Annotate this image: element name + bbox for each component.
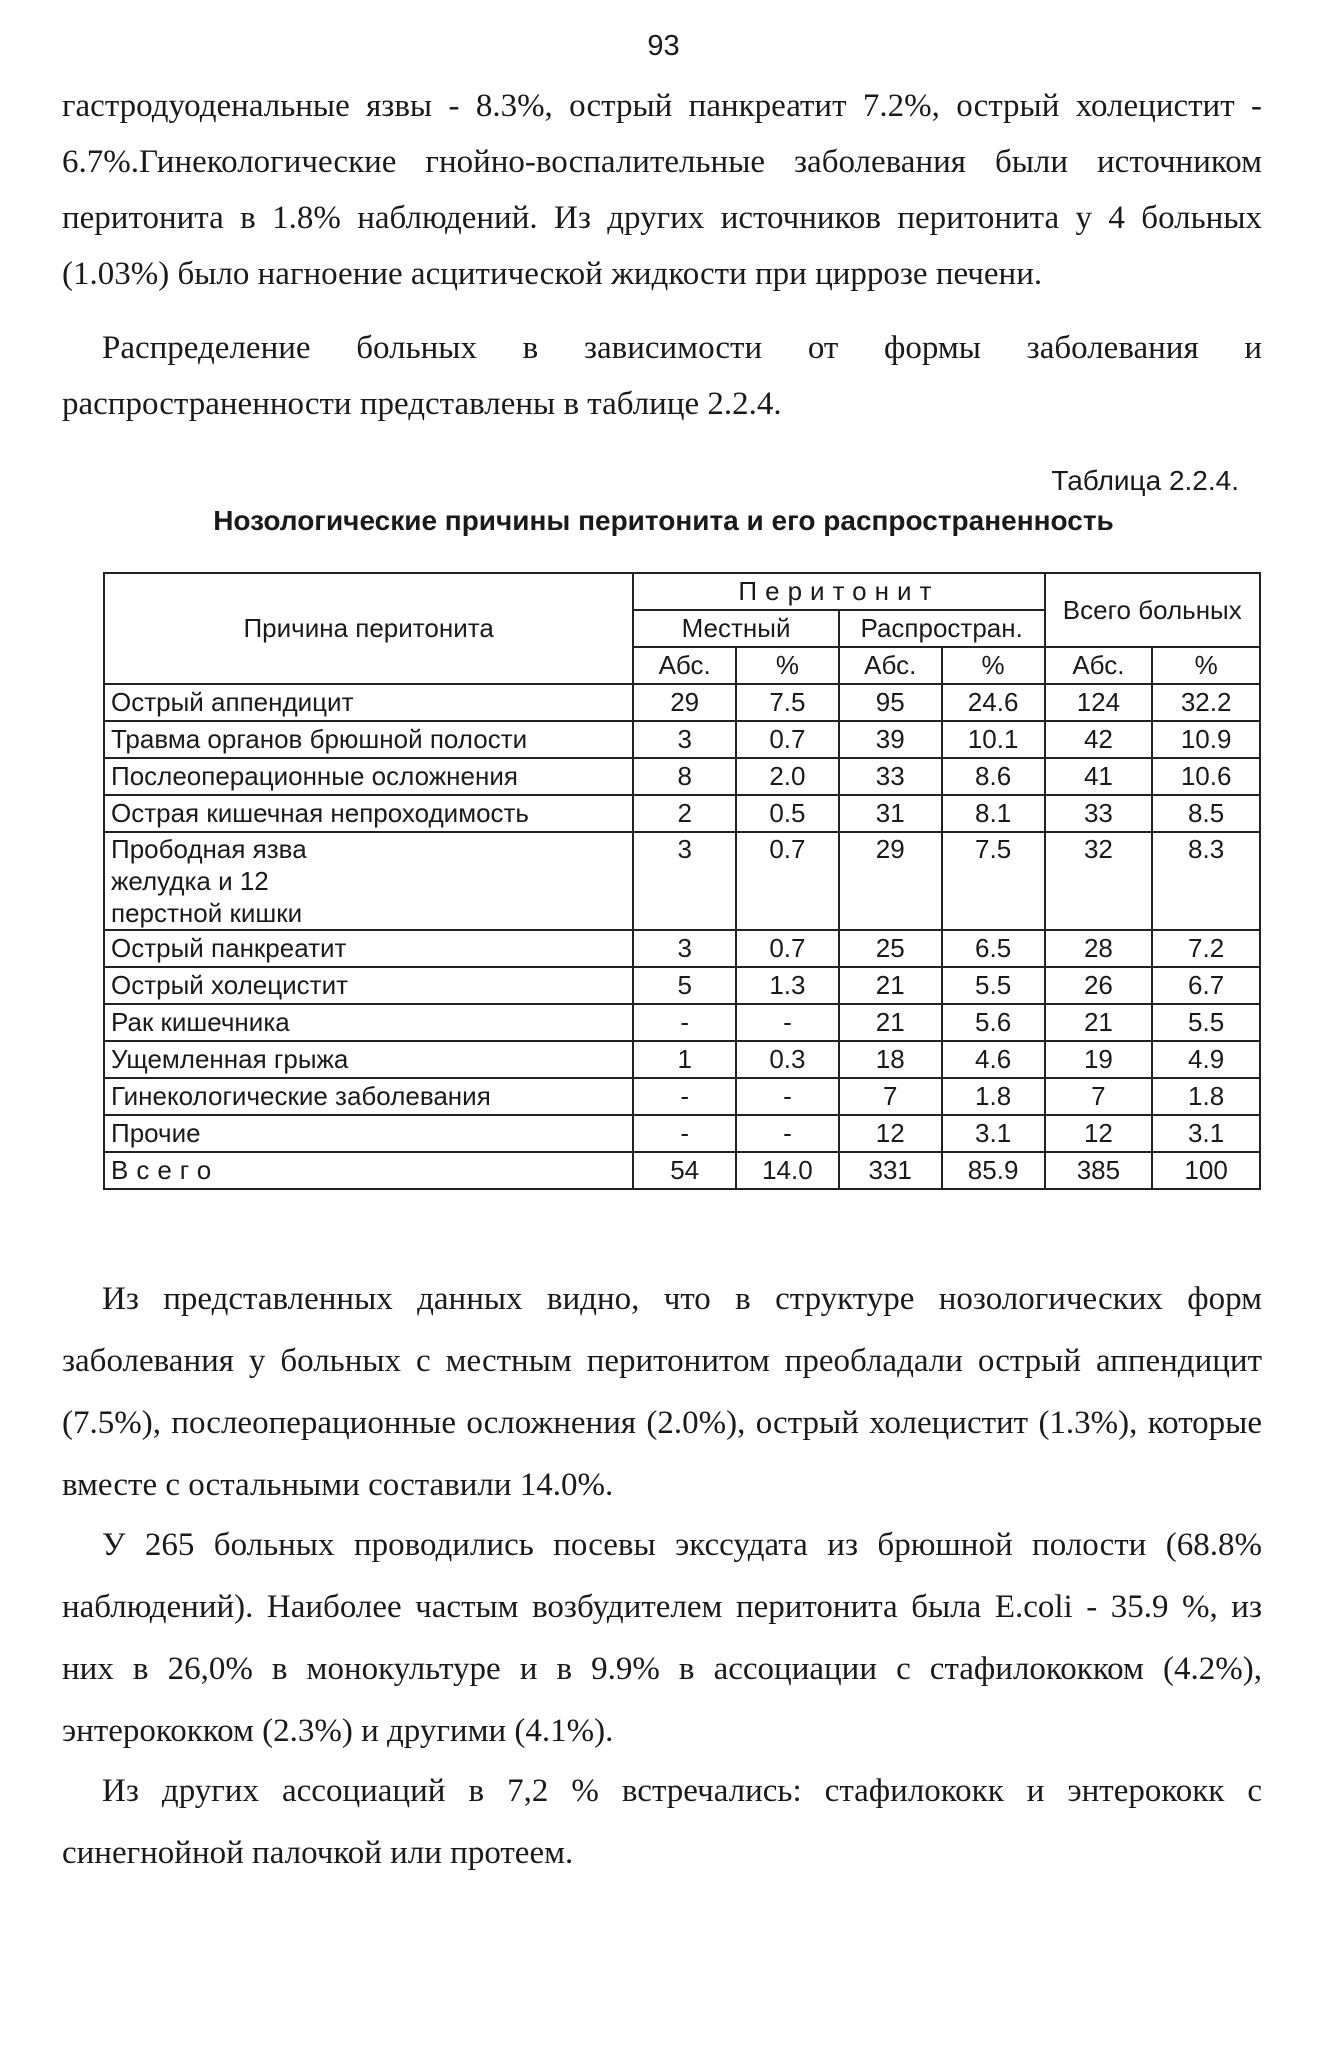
widespread-pct: 6.5	[942, 930, 1045, 967]
local-pct: 7.5	[736, 684, 839, 721]
table-row	[104, 721, 1260, 758]
table-row	[104, 1004, 1260, 1041]
widespread-pct: 10.1	[942, 721, 1045, 758]
table-row	[104, 832, 1260, 930]
total-pct: 8.5	[1152, 795, 1260, 832]
local-abs: 29	[633, 684, 736, 721]
total-abs: 12	[1045, 1115, 1153, 1152]
total-abs: 33	[1045, 795, 1153, 832]
cause-cell: Острый аппендицит	[104, 684, 633, 721]
total-abs: 21	[1045, 1004, 1153, 1041]
peritonitis-table	[103, 572, 1261, 1190]
total-pct: 6.7	[1152, 967, 1260, 1004]
cause-cell: Гинекологические заболевания	[104, 1078, 633, 1115]
header-abs: Абс.	[1045, 647, 1153, 684]
widespread-abs: 31	[839, 795, 942, 832]
total-pct: 1.8	[1152, 1078, 1260, 1115]
table-row	[104, 684, 1260, 721]
local-pct: -	[736, 1004, 839, 1041]
header-pct: %	[1152, 647, 1260, 684]
header-widespread: Распростран.	[839, 610, 1045, 647]
local-abs: -	[633, 1078, 736, 1115]
paragraph-3: Из представленных данных видно, что в структуре нозологических форм заболевания у больных с местным перитонитом преобладали острый аппендицит (7.5%), послеоперационные осложнения (2.0%), острый холецистит (1.3%), которые вместе с остальными составили 14.0%.	[62, 1281, 1262, 1503]
widespread-abs: 18	[839, 1041, 942, 1078]
widespread-abs: 39	[839, 721, 942, 758]
local-pct: -	[736, 1078, 839, 1115]
header-abs: Абс.	[839, 647, 942, 684]
widespread-pct: 7.5	[942, 832, 1045, 930]
widespread-abs: 7	[839, 1078, 942, 1115]
cause-cell: Прободная язва желудка и 12 перстной кишки	[104, 832, 633, 930]
header-total: Всего больных	[1045, 573, 1260, 647]
header-pct: %	[942, 647, 1045, 684]
local-abs: -	[633, 1115, 736, 1152]
widespread-abs: 25	[839, 930, 942, 967]
table-row	[104, 1078, 1260, 1115]
total-abs: 26	[1045, 967, 1153, 1004]
widespread-pct: 24.6	[942, 684, 1045, 721]
total-pct: 7.2	[1152, 930, 1260, 967]
local-pct: 0.5	[736, 795, 839, 832]
local-pct: 0.7	[736, 832, 839, 930]
table-row	[104, 758, 1260, 795]
cause-cell: Прочие	[104, 1115, 633, 1152]
widespread-pct: 3.1	[942, 1115, 1045, 1152]
total-pct: 8.3	[1152, 832, 1260, 930]
total-abs: 7	[1045, 1078, 1153, 1115]
header-cause: Причина перитонита	[104, 573, 633, 684]
cause-cell: Ущемленная грыжа	[104, 1041, 633, 1078]
cause-cell: Острый холецистит	[104, 967, 633, 1004]
widespread-pct: 85.9	[942, 1152, 1045, 1189]
paragraph-1: гастродуоденальные язвы - 8.3%, острый панкреатит 7.2%, острый холецистит - 6.7%.Гинекологические гнойно-воспалительные заболевания были источником перитонита в 1.8% наблюдений. Из других источников перитонита у 4 больных (1.03%) было нагноение асцитической жидкости при циррозе печени.	[62, 88, 1262, 292]
widespread-pct: 8.6	[942, 758, 1045, 795]
widespread-abs: 21	[839, 967, 942, 1004]
total-pct: 10.6	[1152, 758, 1260, 795]
total-abs: 28	[1045, 930, 1153, 967]
total-pct: 3.1	[1152, 1115, 1260, 1152]
local-pct: 14.0	[736, 1152, 839, 1189]
table-row	[104, 930, 1260, 967]
table-title: Нозологические причины перитонита и его распространенность	[213, 505, 1114, 536]
total-abs: 41	[1045, 758, 1153, 795]
total-abs: 42	[1045, 721, 1153, 758]
widespread-abs: 95	[839, 684, 942, 721]
total-pct: 32.2	[1152, 684, 1260, 721]
local-abs: 8	[633, 758, 736, 795]
table-row-total	[104, 1152, 1260, 1189]
widespread-abs: 21	[839, 1004, 942, 1041]
total-pct: 5.5	[1152, 1004, 1260, 1041]
local-pct: 0.7	[736, 930, 839, 967]
table-row	[104, 967, 1260, 1004]
local-abs: -	[633, 1004, 736, 1041]
local-pct: 0.7	[736, 721, 839, 758]
total-pct: 100	[1152, 1152, 1260, 1189]
header-abs: Абс.	[633, 647, 736, 684]
widespread-abs: 12	[839, 1115, 942, 1152]
paragraph-5: Из других ассоциаций в 7,2 % встречались: стафилококк и энтерококк с синегнойной палочкой или протеем.	[62, 1773, 1262, 1871]
local-abs: 3	[633, 930, 736, 967]
table-caption: Таблица 2.2.4.	[1051, 465, 1239, 496]
table-row	[104, 795, 1260, 832]
local-pct: 2.0	[736, 758, 839, 795]
total-pct: 4.9	[1152, 1041, 1260, 1078]
local-abs: 2	[633, 795, 736, 832]
widespread-pct: 1.8	[942, 1078, 1045, 1115]
local-pct: 0.3	[736, 1041, 839, 1078]
header-peritonitis: Перитонит	[633, 573, 1044, 610]
cause-cell: Послеоперационные осложнения	[104, 758, 633, 795]
widespread-abs: 331	[839, 1152, 942, 1189]
paragraph-2: Распределение больных в зависимости от формы заболевания и распространенности представлены в таблице 2.2.4.	[62, 330, 1262, 422]
cause-cell: Всего	[104, 1152, 633, 1189]
widespread-pct: 5.5	[942, 967, 1045, 1004]
local-abs: 1	[633, 1041, 736, 1078]
widespread-abs: 33	[839, 758, 942, 795]
widespread-abs: 29	[839, 832, 942, 930]
local-pct: 1.3	[736, 967, 839, 1004]
local-pct: -	[736, 1115, 839, 1152]
local-abs: 54	[633, 1152, 736, 1189]
total-abs: 124	[1045, 684, 1153, 721]
header-local: Местный	[633, 610, 838, 647]
page-number: 93	[647, 30, 680, 62]
widespread-pct: 5.6	[942, 1004, 1045, 1041]
cause-cell: Острая кишечная непроходимость	[104, 795, 633, 832]
total-abs: 19	[1045, 1041, 1153, 1078]
total-abs: 385	[1045, 1152, 1153, 1189]
total-abs: 32	[1045, 832, 1153, 930]
header-pct: %	[736, 647, 839, 684]
local-abs: 3	[633, 832, 736, 930]
local-abs: 3	[633, 721, 736, 758]
cause-cell: Травма органов брюшной полости	[104, 721, 633, 758]
cause-cell: Острый панкреатит	[104, 930, 633, 967]
local-abs: 5	[633, 967, 736, 1004]
widespread-pct: 8.1	[942, 795, 1045, 832]
table-row	[104, 1041, 1260, 1078]
cause-cell: Рак кишечника	[104, 1004, 633, 1041]
widespread-pct: 4.6	[942, 1041, 1045, 1078]
paragraph-4: У 265 больных проводились посевы экссудата из брюшной полости (68.8% наблюдений). Наиболее частым возбудителем перитонита была E.coli - 35.9 %, из них в 26,0% в монокультуре и в 9.9% в ассоциации с стафилококком (4.2%), энтерококком (2.3%) и другими (4.1%).	[62, 1527, 1262, 1749]
table-row	[104, 1115, 1260, 1152]
total-pct: 10.9	[1152, 721, 1260, 758]
